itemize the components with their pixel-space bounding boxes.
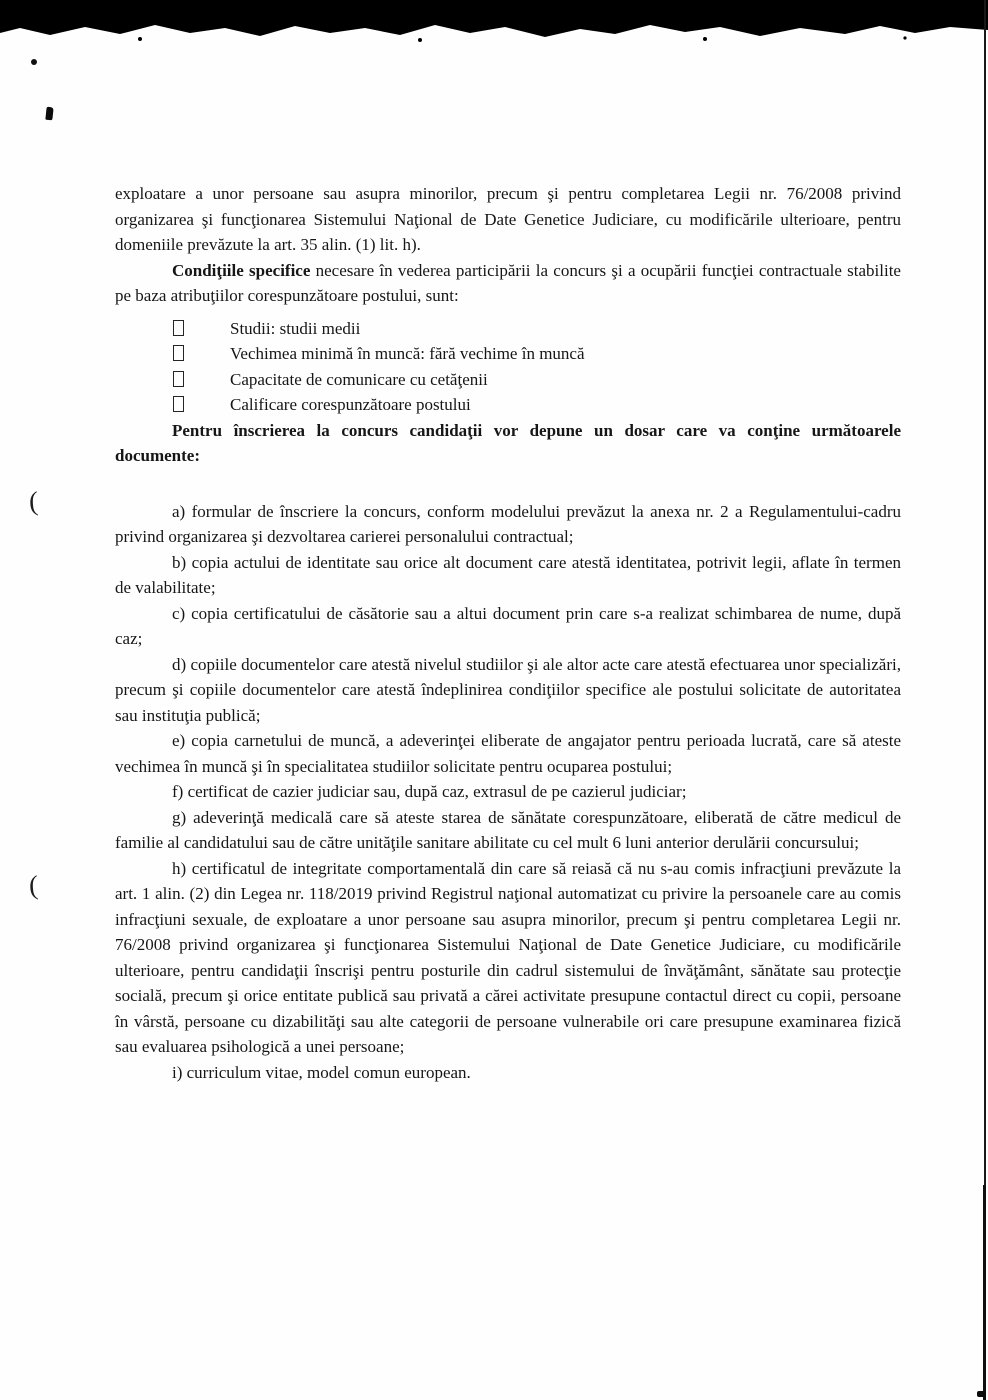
scan-top-bar-artifact (0, 0, 988, 46)
document-item-g: g) adeverinţă medicală care să ateste starea de sănătate corespunzătoare, eliberată de către medicul de familie al candidatului sau de către unităţile sanitare abilitate cu cel mult 6 luni anterior derulării concursului; (115, 807, 901, 852)
square-bullet-icon (173, 396, 184, 412)
bullet-item-label: Calificare corespunzătoare postului (230, 395, 471, 414)
square-bullet-icon (173, 371, 184, 387)
margin-paren-mark-2: ( (28, 869, 39, 901)
specific-conditions-paragraph (115, 258, 901, 309)
bullet-item-communication (115, 367, 901, 393)
scan-right-edge-foot (977, 1391, 986, 1397)
document-item-a: a) formular de înscriere la concurs, conform modelului prevăzut la anexa nr. 2 a Regulamentului-cadru privind organizarea şi dezvoltarea carierei personalului contractual; (115, 501, 901, 546)
conditions-bullet-list (115, 316, 901, 418)
required-documents-list (115, 499, 901, 1086)
document-body (115, 181, 901, 1085)
document-item-e: e) copia carnetului de muncă, a adeverinţei eliberate de angajator pentru perioada lucrată, care să ateste vechimea în muncă şi în specialitatea studiilor solicitate pentru ocuparea postului; (115, 731, 901, 776)
enrollment-heading: Pentru înscrierea la concurs candidaţii vor depune un dosar care va conţine următoarele documente: (115, 420, 901, 465)
bullet-item-qualification (115, 392, 901, 418)
document-item-i: i) curriculum vitae, model comun european. (172, 1062, 471, 1082)
bullet-item-label: Studii: studii medii (230, 318, 361, 338)
margin-paren-mark-1: ( (28, 485, 39, 517)
specific-conditions-heading: Condiţiile specifice (172, 260, 311, 280)
document-item-h: h) certificatul de integritate comportamentală din care să reiasă că nu s-au comis infracţiuni prevăzute la art. 1 alin. (2) din Legea nr. 118/2019 privind Registrul naţional automatizat cu privire la persoanele care au comis infracţiuni sexuale, de exploatare a unor persoane sau asupra minorilor, precum şi pentru completarea Legii nr. 76/2008 privind organizarea şi funcţionarea Sistemului Naţional de Date Genetice Judiciare, cu modificările ulterioare, pentru candidaţii înscrişi pentru posturile din cadrul sistemului de învăţământ, sănătate sau protecţie socială, precum şi orice entitate publică sau privată a cărei activitate presupune contactul direct cu copii, persoane în vârstă, persoane cu dizabilităţi sau alte categorii de persoane vulnerabile ori care presupune examinarea fizică sau evaluarea psihologică a unei persoane; (115, 858, 901, 1056)
ink-dot-artifact (31, 59, 37, 65)
intro-paragraph: exploatare a unor persoane sau asupra minorilor, precum şi pentru completarea Legii nr. 76/2008 privind organizarea şi funcţionarea Sistemului Naţional de Date Genetice Judiciare, cu modificările ulterioare, pentru domeniile prevăzute la art. 35 alin. (1) lit. h). (115, 184, 901, 254)
bullet-item-label: Capacitate de comunicare cu cetăţenii (230, 369, 488, 389)
document-item-c: c) copia certificatului de căsătorie sau a altui document prin care s-a realizat schimbarea de nume, după caz; (115, 603, 901, 648)
scan-right-edge-line-lower (983, 1185, 986, 1400)
document-item-f: f) certificat de cazier judiciar sau, după caz, extrasul de pe cazierul judiciar; (172, 782, 687, 801)
document-item-b: b) copia actului de identitate sau orice alt document care atestă identitatea, potrivit legii, aflate în termen de valabilitate; (115, 552, 901, 597)
bullet-item-label: Vechimea minimă în muncă: fără vechime în muncă (230, 344, 585, 363)
specific-conditions-text: necesare în vederea participării la concurs şi a ocupării funcţiei contractuale stabilite pe baza atribuţiilor corespunzătoare postului, sunt: (115, 260, 901, 305)
ink-mark-artifact (45, 107, 53, 121)
square-bullet-icon (173, 345, 184, 361)
square-bullet-icon (173, 320, 184, 336)
document-item-d: d) copiile documentelor care atestă nivelul studiilor şi ale altor acte care atestă efectuarea unor specializări, precum şi copiile documentelor care atestă îndeplinirea condiţiilor specifice ale postului solicitate de autoritatea sau instituţia publică; (115, 654, 901, 725)
bullet-item-seniority (115, 341, 901, 367)
bullet-item-studies (115, 316, 901, 342)
